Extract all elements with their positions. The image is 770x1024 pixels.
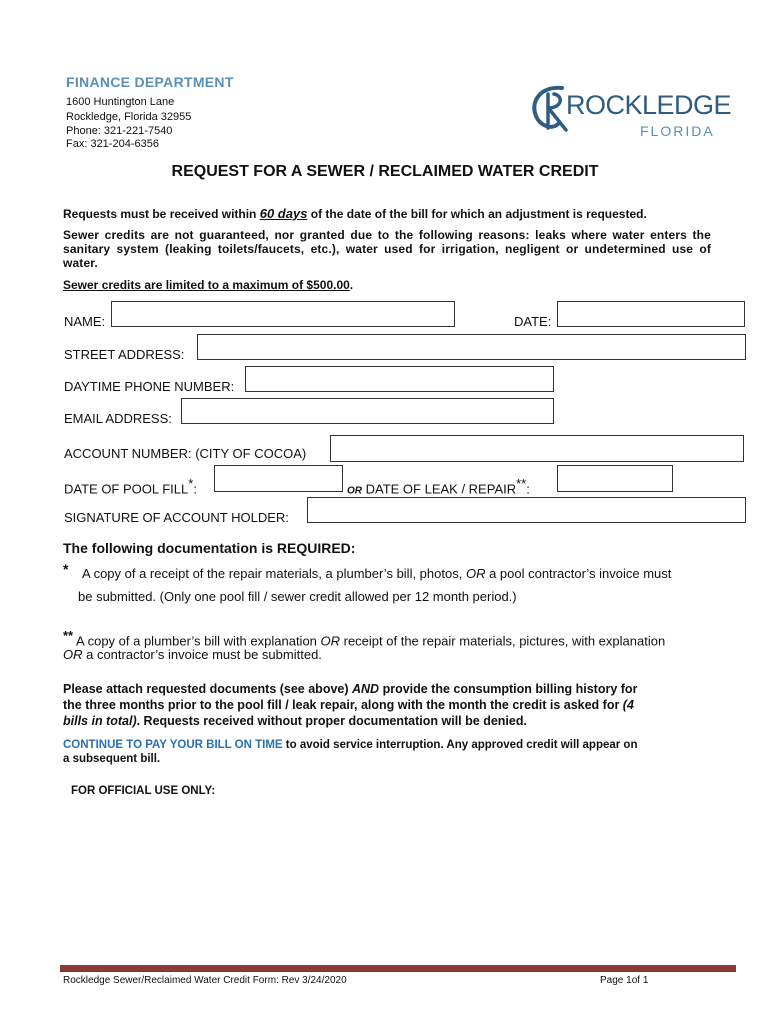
note2-line1: ** A copy of a plumber’s bill with explanation OR receipt of the repair materials, pictures, with explanation bbox=[63, 628, 666, 649]
credit-reasons: Sewer credits are not guaranteed, nor granted due to the following reasons: leaks where water enters the sanitary system (leaking toilets/faucets, etc.), water used for irrigation, negligent or undetermined use of water. bbox=[63, 228, 711, 270]
account-number-label: ACCOUNT NUMBER: (CITY OF COCOA) bbox=[64, 446, 307, 461]
phone-label: DAYTIME PHONE NUMBER: bbox=[64, 379, 235, 394]
official-use-label: FOR OFFICIAL USE ONLY: bbox=[71, 785, 216, 797]
form-title: REQUEST FOR A SEWER / RECLAIMED WATER CREDIT bbox=[171, 163, 599, 180]
name-label: NAME: bbox=[64, 314, 106, 329]
address-line-street: 1600 Huntington Lane bbox=[66, 96, 175, 108]
continue-notice-line2: a subsequent bill. bbox=[63, 753, 161, 765]
date-input[interactable] bbox=[557, 301, 745, 327]
continue-notice-line1: CONTINUE TO PAY YOUR BILL ON TIME to avoid service interruption. Any approved credit will appear on bbox=[63, 739, 638, 751]
leak-repair-date-input[interactable] bbox=[557, 465, 673, 492]
logo-wordmark: ROCKLEDGE bbox=[566, 90, 732, 120]
logo-state: FLORIDA bbox=[640, 123, 715, 139]
deadline-notice: Requests must be received within 60 days of the date of the bill for which an adjustment is requested. bbox=[63, 206, 647, 221]
department-name: FINANCE DEPARTMENT bbox=[66, 74, 234, 90]
signature-label: SIGNATURE OF ACCOUNT HOLDER: bbox=[64, 510, 289, 525]
email-input[interactable] bbox=[181, 398, 554, 424]
note1-line2: be submitted. (Only one pool fill / sewer credit allowed per 12 month period.) bbox=[78, 589, 517, 604]
address-line-phone: Phone: 321-221-7540 bbox=[66, 125, 173, 137]
signature-input[interactable] bbox=[307, 497, 746, 523]
credit-limit: Sewer credits are limited to a maximum of $500.00. bbox=[63, 278, 354, 292]
pool-fill-date-input[interactable] bbox=[214, 465, 343, 492]
date-label: DATE: bbox=[514, 314, 552, 329]
name-input[interactable] bbox=[111, 301, 455, 327]
note1-marker: * bbox=[63, 561, 69, 577]
street-address-input[interactable] bbox=[197, 334, 746, 360]
address-line-city: Rockledge, Florida 32955 bbox=[66, 111, 192, 123]
address-line-fax: Fax: 321-204-6356 bbox=[66, 138, 159, 150]
email-label: EMAIL ADDRESS: bbox=[64, 411, 172, 426]
attach-line3: bills in total). Requests received without proper documentation will be denied. bbox=[63, 714, 527, 728]
rockledge-logo bbox=[528, 80, 732, 142]
phone-input[interactable] bbox=[245, 366, 554, 392]
leak-repair-label: OR DATE OF LEAK / REPAIR**: bbox=[347, 476, 530, 497]
documentation-heading: The following documentation is REQUIRED: bbox=[63, 540, 356, 556]
pool-fill-label: DATE OF POOL FILL*: bbox=[64, 476, 197, 497]
footer-page-number: Page 1of 1 bbox=[600, 975, 649, 986]
note2-line2: OR a contractor’s invoice must be submitted. bbox=[63, 647, 322, 662]
account-number-input[interactable] bbox=[330, 435, 744, 462]
footer-divider bbox=[60, 965, 736, 972]
note1-line1: A copy of a receipt of the repair materials, a plumber’s bill, photos, OR a pool contractor’s invoice must bbox=[82, 566, 672, 581]
street-address-label: STREET ADDRESS: bbox=[64, 347, 185, 362]
attach-line2: the three months prior to the pool fill / leak repair, along with the month the credit is asked for (4 bbox=[63, 698, 634, 712]
footer-revision: Rockledge Sewer/Reclaimed Water Credit Form: Rev 3/24/2020 bbox=[63, 975, 347, 986]
attach-line1: Please attach requested documents (see above) AND provide the consumption billing history for bbox=[63, 682, 638, 696]
